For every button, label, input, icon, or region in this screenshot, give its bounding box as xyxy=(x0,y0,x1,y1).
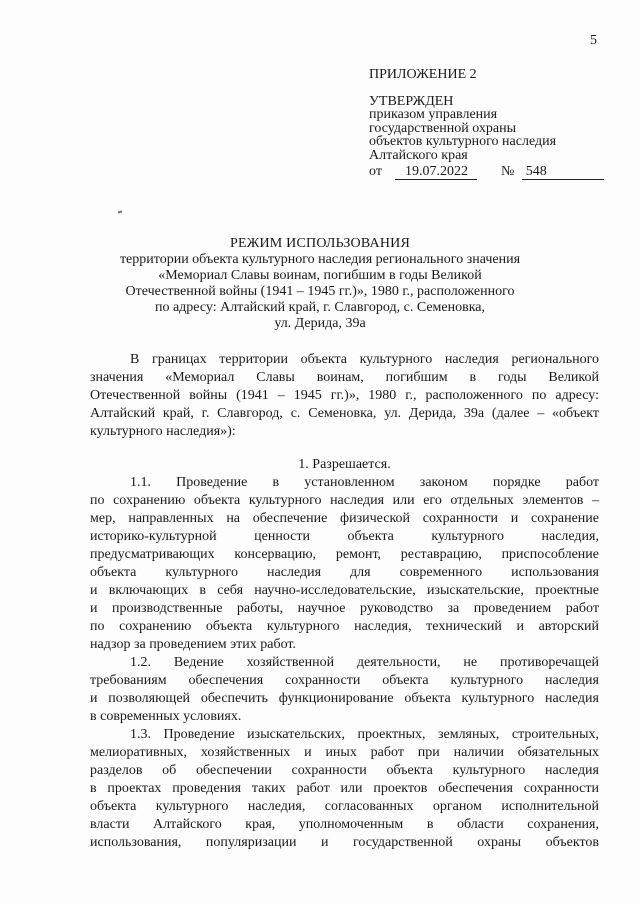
item-1-1-line: надзор за проведением этих работ. xyxy=(90,637,296,652)
title-line: по адресу: Алтайский край, г. Славгород, с. Семеновка, xyxy=(154,300,486,315)
item-1-3-line: 1.3. Проведение изыскательских, проектных, земляных, строительных, xyxy=(130,727,599,742)
item-1-1-line: мер, направленных на обеспечение физической сохранности и сохранение xyxy=(90,511,599,526)
item-1-1-line: 1.1. Проведение в установленном законом порядке работ xyxy=(130,475,599,490)
intro-line: Отечественной войны (1941 – 1945 гг.)», 1980 г., расположенного по адресу: xyxy=(90,388,599,403)
title-line: ул. Дерида, 39а xyxy=(274,316,366,331)
item-1-1-line: предусматривающих консервацию, ремонт, реставрацию, приспособление xyxy=(90,547,599,562)
approved-label: УТВЕРЖДЕН xyxy=(369,94,454,109)
item-1-2-line: и позволяющей обеспечить функционирование объекта культурного наследия xyxy=(90,691,599,706)
approval-line: объектов культурного наследия xyxy=(369,134,557,149)
approval-line: государственной охраны xyxy=(369,121,517,136)
item-1-3-line: объекта культурного наследия, согласованных органом исполнительной xyxy=(90,799,599,814)
item-1-1-line: по сохранению объекта культурного наследия или его отдельных элементов – xyxy=(90,493,599,508)
item-1-1-line: и включающих в себя научно-исследовательские, изыскательские, проектные xyxy=(90,583,599,598)
title-line: территории объекта культурного наследия регионального значения xyxy=(119,252,521,267)
item-1-3-line: в проектах проведения таких работ или проектов обеспечения сохранности xyxy=(90,781,599,796)
approval-line: Алтайского края xyxy=(369,148,468,163)
document-title: РЕЖИМ ИСПОЛЬЗОВАНИЯ xyxy=(230,236,410,251)
intro-line: В границах территории объекта культурного наследия регионального xyxy=(130,352,599,367)
order-date-row xyxy=(369,164,604,180)
number-prefix: № xyxy=(500,164,515,179)
title-line: «Мемориал Славы воинам, погибшим в годы Великой xyxy=(158,268,482,283)
item-1-3-line: использования, популяризации и государственной охраны объектов xyxy=(90,835,599,850)
order-date: 19.07.2022 xyxy=(395,164,477,180)
scan-mark xyxy=(118,210,122,213)
intro-line: культурного наследия»): xyxy=(90,424,236,439)
date-prefix: от xyxy=(369,164,382,179)
intro-line: Алтайский край, г. Славгород, с. Семеновка, ул. Дерида, 39а (далее – «объект xyxy=(90,406,599,421)
title-line: Отечественной войны (1941 – 1945 гг.)», 1980 г., расположенного xyxy=(125,284,515,299)
page-number: 5 xyxy=(590,33,597,48)
item-1-3-line: разделов об обеспечении сохранности объекта культурного наследия xyxy=(90,763,599,778)
intro-line: значения «Мемориал Славы воинам, погибшим в годы Великой xyxy=(90,370,599,385)
item-1-1-line: историко-культурной ценности объекта культурного наследия, xyxy=(90,529,599,544)
item-1-1-line: объекта культурного наследия для современного использования xyxy=(90,565,599,580)
item-1-2-line: 1.2. Ведение хозяйственной деятельности, не противоречащей xyxy=(130,655,599,670)
approval-line: приказом управления xyxy=(369,107,498,122)
appendix-label: ПРИЛОЖЕНИЕ 2 xyxy=(369,67,477,82)
item-1-1-line: по сохранению объекта культурного наследия, технический и авторский xyxy=(90,619,599,634)
order-number: 548 xyxy=(522,164,604,180)
item-1-2-line: требованиям обеспечения сохранности объекта культурного наследия xyxy=(90,673,599,688)
section-heading: 1. Разрешается. xyxy=(298,457,391,472)
item-1-3-line: мелиоративных, хозяйственных и иных работ при наличии обязательных xyxy=(90,745,599,760)
item-1-3-line: власти Алтайского края, уполномоченным в области сохранения, xyxy=(90,817,599,832)
item-1-2-line: в современных условиях. xyxy=(90,709,242,724)
item-1-1-line: и производственные работы, научное руководство за проведением работ xyxy=(90,601,599,616)
